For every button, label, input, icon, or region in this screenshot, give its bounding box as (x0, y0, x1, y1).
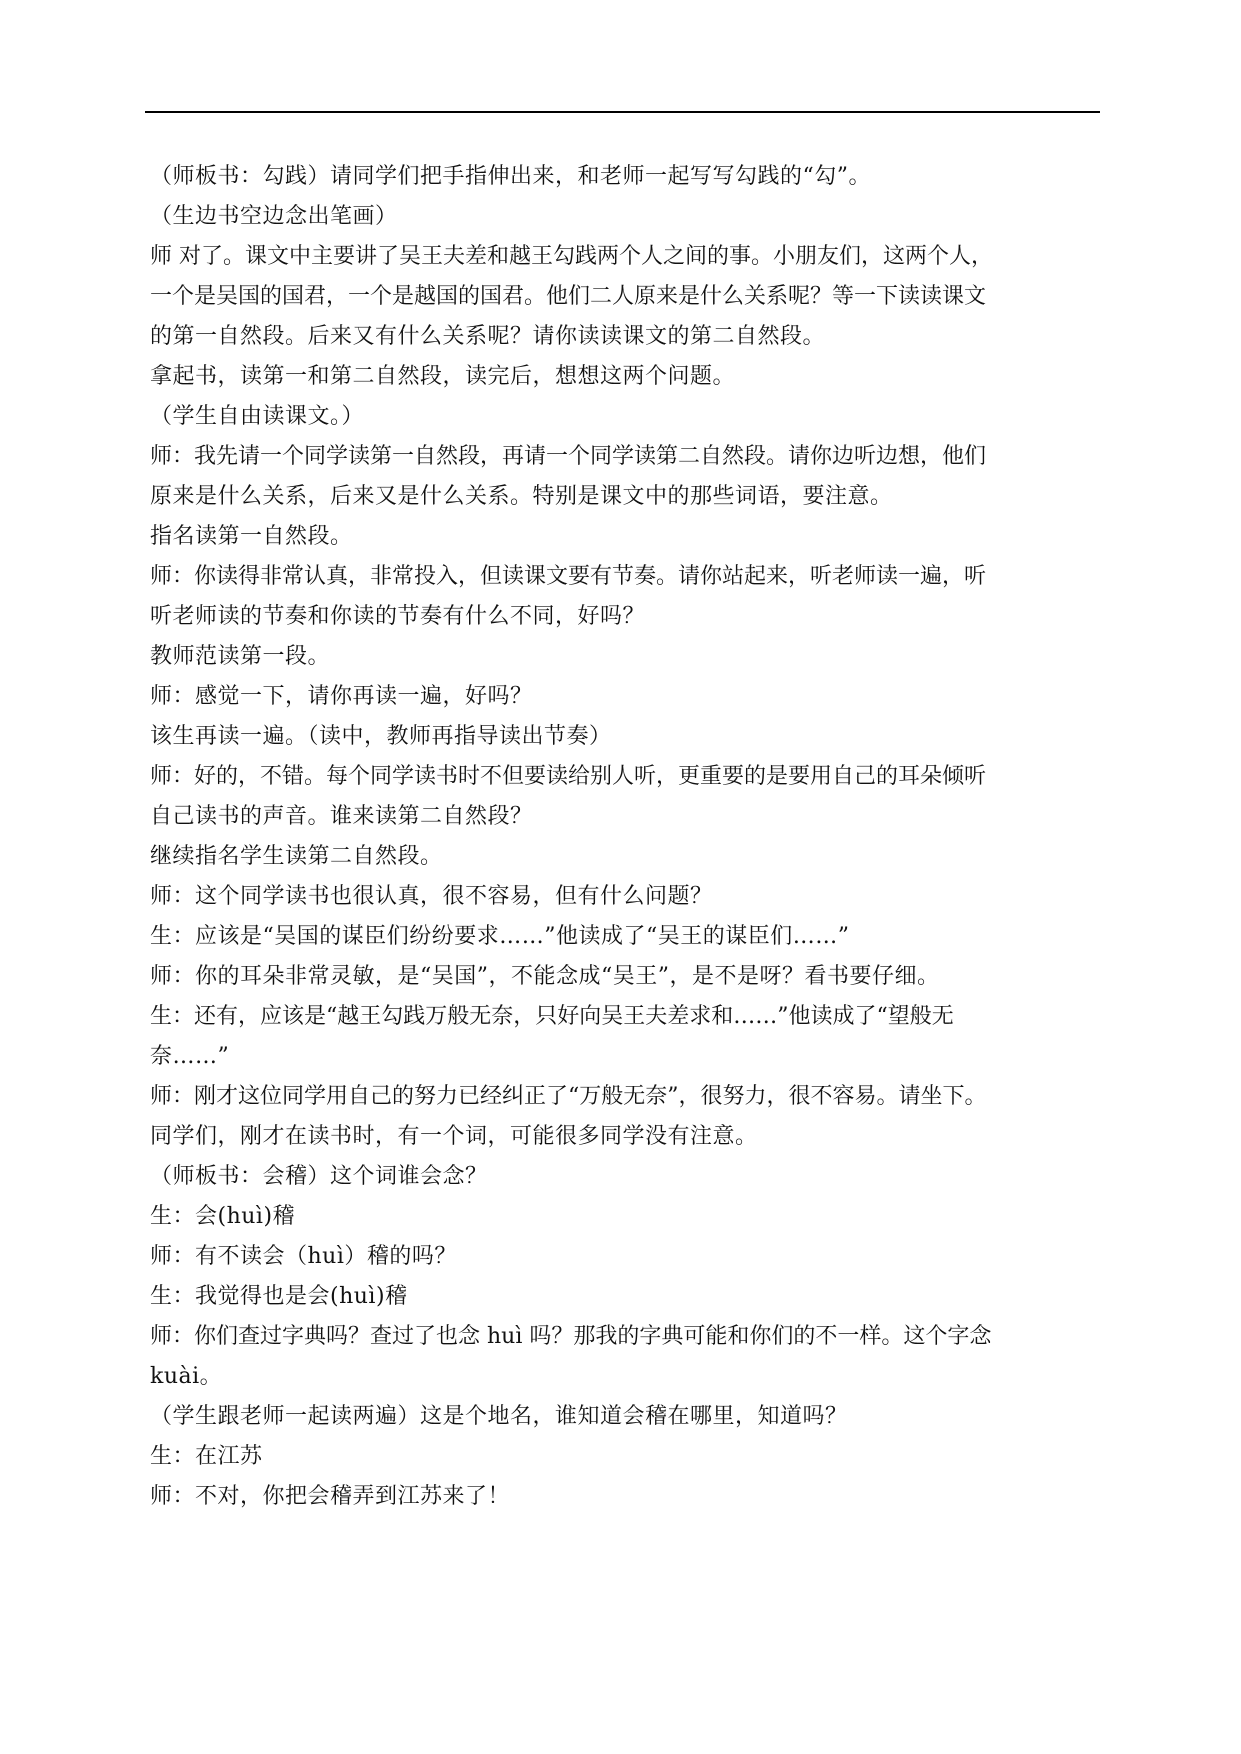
text-line: 一个是吴国的国君，一个是越国的国君。他们二人原来是什么关系呢？等一下读读课文 (150, 284, 987, 309)
document-body (150, 157, 1100, 1517)
text-line: 指名读第一自然段。 (150, 524, 353, 549)
text-line: 师：有不读会（huì）稽的吗？ (150, 1244, 457, 1269)
text-line: 生：我觉得也是会(huì)稽 (150, 1284, 408, 1309)
text-line: 奈……” (150, 1044, 230, 1069)
header-rule (145, 111, 1100, 113)
text-line: 师：不对，你把会稽弄到江苏来了！ (150, 1484, 511, 1509)
text-line: 生：在江苏 (150, 1444, 263, 1469)
text-line: 师：感觉一下，请你再读一遍，好吗？ (150, 684, 533, 709)
text-line: 师：这个同学读书也很认真，很不容易，但有什么问题？ (150, 884, 713, 909)
text-line: （师板书：勾践）请同学们把手指伸出来，和老师一起写写勾践的“勾”。 (150, 164, 871, 189)
text-line: 该生再读一遍。（读中，教师再指导读出节奏） (150, 724, 612, 749)
text-line: 拿起书，读第一和第二自然段，读完后，想想这两个问题。 (150, 364, 736, 389)
text-line: 原来是什么关系，后来又是什么关系。特别是课文中的那些词语，要注意。 (150, 484, 893, 509)
text-line: 听老师读的节奏和你读的节奏有什么不同，好吗？ (150, 604, 646, 629)
text-line: 自己读书的声音。谁来读第二自然段？ (150, 804, 533, 829)
text-line: 同学们，刚才在读书时，有一个词，可能很多同学没有注意。 (150, 1124, 758, 1149)
text-line: kuài。 (150, 1364, 223, 1389)
text-line: 师：你读得非常认真，非常投入，但读课文要有节奏。请你站起来，听老师读一遍，听 (150, 564, 987, 589)
text-line: 继续指名学生读第二自然段。 (150, 844, 443, 869)
text-line: 的第一自然段。后来又有什么关系呢？请你读读课文的第二自然段。 (150, 324, 826, 349)
text-line: 生：还有，应该是“越王勾践万般无奈，只好向吴王夫差求和……”他读成了“望般无 (150, 1004, 954, 1029)
text-line: 师：你的耳朵非常灵敏，是“吴国”，不能念成“吴王”，是不是呀？看书要仔细。 (150, 964, 940, 989)
text-line: （学生跟老师一起读两遍）这是个地名，谁知道会稽在哪里，知道吗？ (150, 1404, 848, 1429)
text-line: 教师范读第一段。 (150, 644, 331, 669)
text-line: （生边书空边念出笔画） (150, 204, 398, 229)
text-line: 生：应该是“吴国的谋臣们纷纷要求……”他读成了“吴王的谋臣们……” (150, 924, 850, 949)
text-line: 师 对了。课文中主要讲了吴王夫差和越王勾践两个人之间的事。小朋友们，这两个人， (150, 244, 993, 269)
text-line: （师板书：会稽）这个词谁会念？ (150, 1164, 488, 1189)
text-line: 师：你们查过字典吗？查过了也念 huì 吗？那我的字典可能和你们的不一样。这个字念 (150, 1324, 992, 1349)
text-line: 师：刚才这位同学用自己的努力已经纠正了“万般无奈”，很努力，很不容易。请坐下。 (150, 1084, 987, 1109)
text-line: 师：我先请一个同学读第一自然段，再请一个同学读第二自然段。请你边听边想，他们 (150, 444, 987, 469)
text-line: 生：会(huì)稽 (150, 1204, 296, 1229)
text-line: （学生自由读课文。） (150, 404, 365, 429)
text-line: 师：好的，不错。每个同学读书时不但要读给别人听，更重要的是要用自己的耳朵倾听 (150, 764, 987, 789)
